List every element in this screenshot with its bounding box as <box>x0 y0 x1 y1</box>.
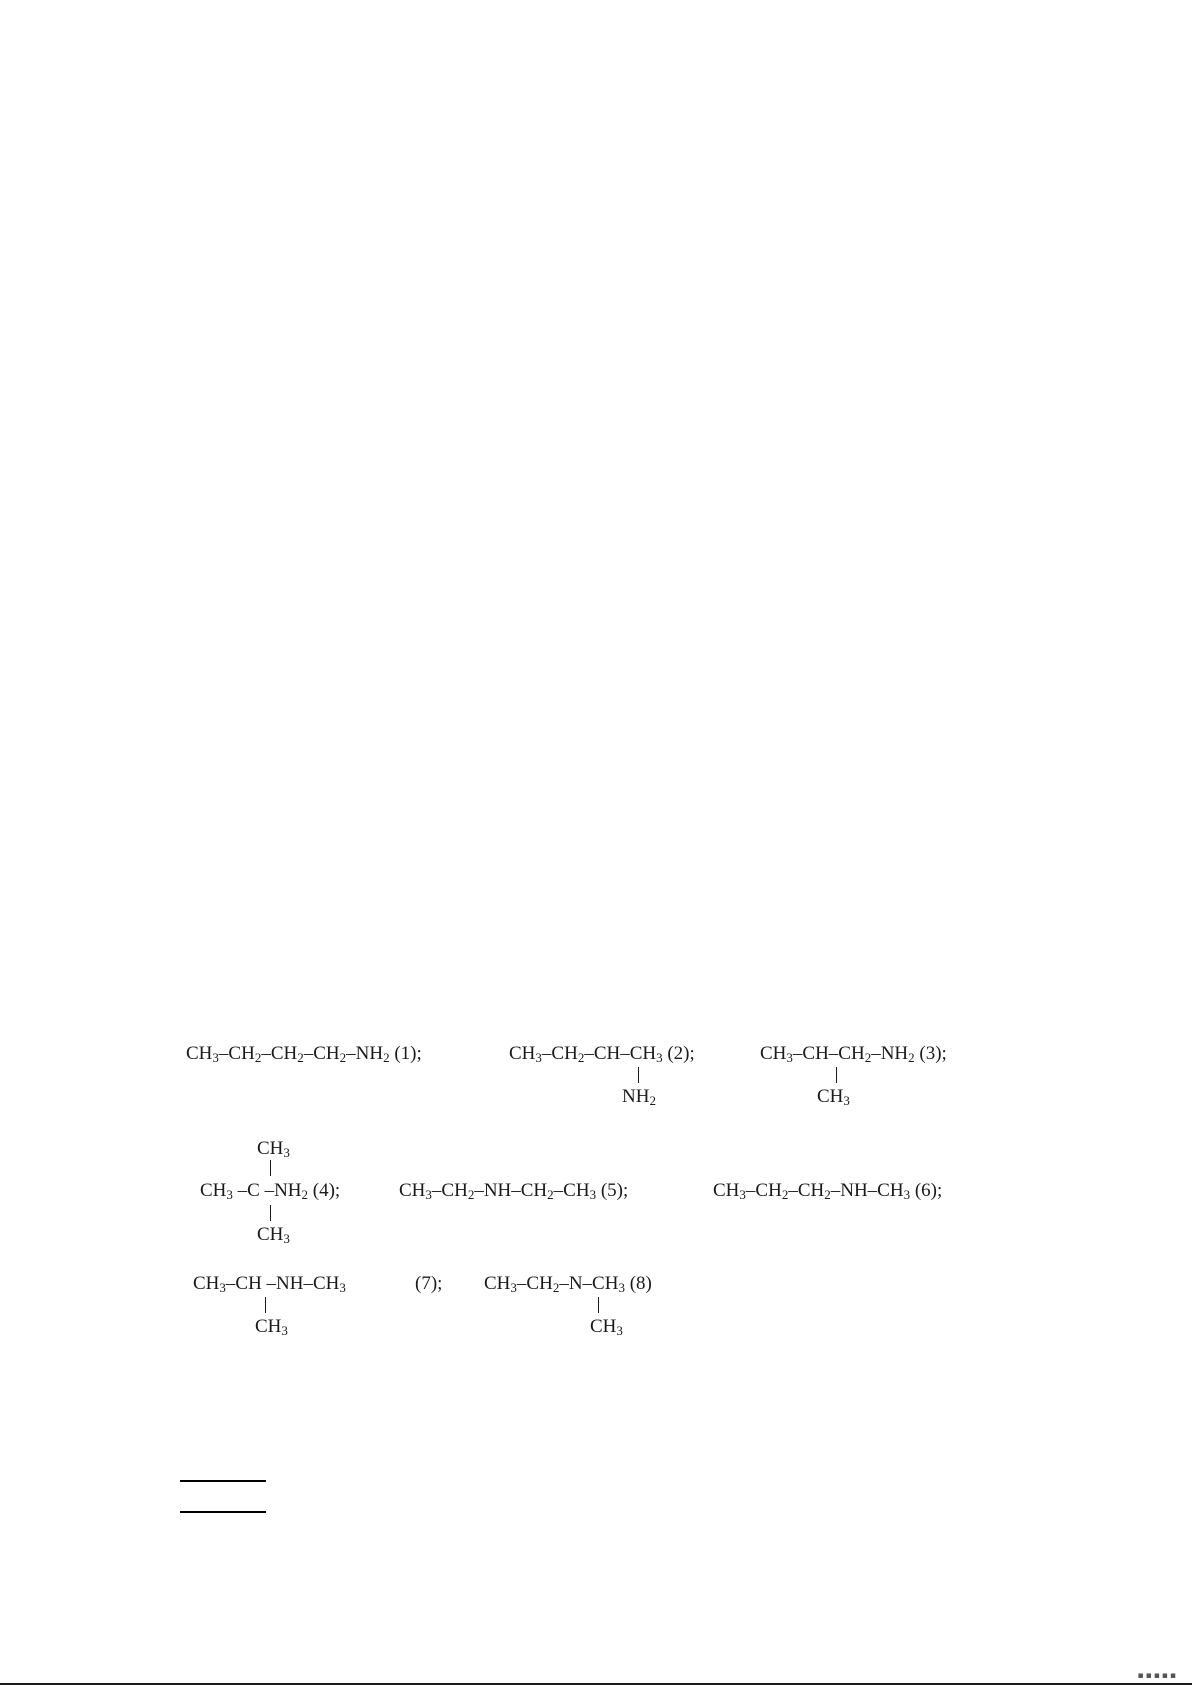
formula-8-substituent: $CH_3$ <box>590 1316 623 1338</box>
formula-1: $CH_3-CH_2-CH_2-CH_2-NH_2$ (1); <box>186 1043 422 1065</box>
formula-6: $CH_3-CH_2-CH_2-NH-CH_3$ (6); <box>713 1180 943 1202</box>
formula-4-bottom: $CH_3$ <box>257 1224 290 1246</box>
formula-7-substituent: $CH_3$ <box>255 1316 288 1338</box>
bond-2 <box>638 1067 639 1083</box>
formula-4-top: $CH_3$ <box>257 1138 290 1160</box>
formula-7-label: (7); <box>415 1273 443 1294</box>
bond-8 <box>598 1297 599 1313</box>
bond-7 <box>265 1297 266 1313</box>
footer-marks: ▪▪▪▪▪ <box>1137 1671 1178 1681</box>
bond-3 <box>836 1067 837 1083</box>
formula-4: $CH_3$ –C $-NH_2$ (4); <box>200 1180 341 1202</box>
formula-3: $CH_3-CH-CH_2-NH_2$ (3); <box>760 1043 947 1065</box>
answer-rule-2 <box>180 1511 266 1513</box>
formula-3-substituent: $CH_3$ <box>817 1086 850 1108</box>
answer-rule-1 <box>180 1480 266 1482</box>
bond-4-top <box>270 1160 271 1176</box>
formula-2: $CH_3-CH_2-CH-CH_3$ (2); <box>509 1043 695 1065</box>
formula-2-substituent: $NH_2$ <box>622 1086 656 1108</box>
formula-8: $CH_3-CH_2-N-CH_3$ (8) <box>484 1273 652 1295</box>
bond-4-bottom <box>270 1205 271 1221</box>
formula-5: $CH_3-CH_2-NH-CH_2-CH_3$ (5); <box>399 1180 629 1202</box>
formula-7: $CH_3-CH$ $-NH-CH_3$ <box>193 1273 346 1295</box>
